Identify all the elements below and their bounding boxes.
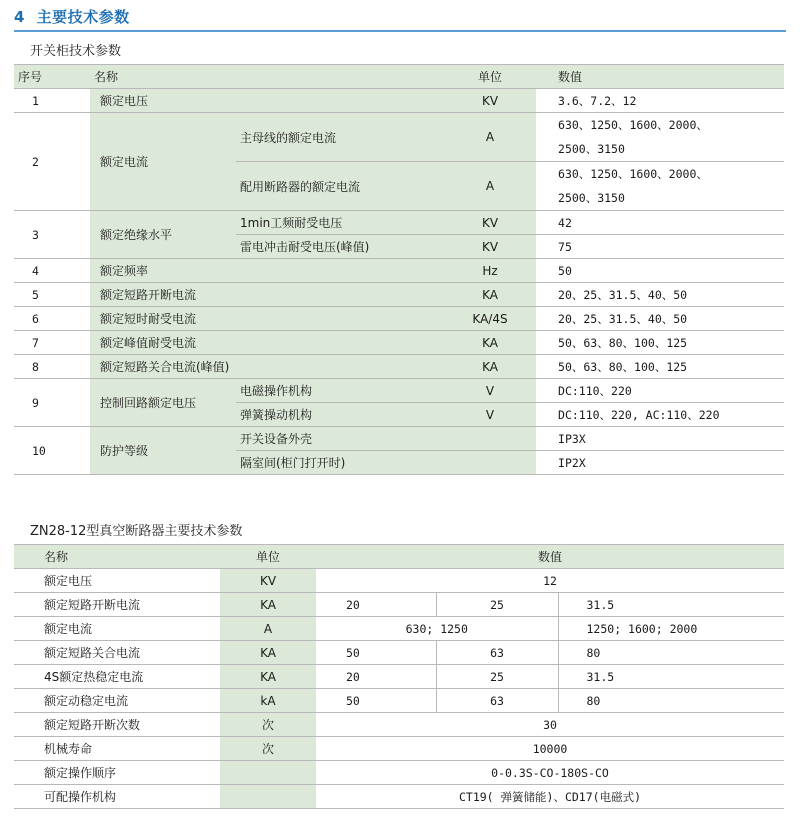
table-row (14, 665, 784, 689)
row-no: 3 (14, 211, 90, 259)
sub-row-name: 弹簧操动机构 (236, 403, 444, 427)
row-value-3: 31.5 (558, 665, 784, 689)
table-row (14, 307, 784, 331)
table2-title: ZN28-12型真空断路器主要技术参数 (30, 524, 243, 539)
row-value-3: 80 (558, 689, 784, 713)
row-unit: Hz (444, 259, 536, 283)
row-unit: KV (220, 569, 316, 593)
sub-row-name: 电磁操作机构 (236, 379, 444, 403)
row-name: 额定短路开断电流 (14, 593, 220, 617)
sub-row-unit: KV (444, 235, 536, 259)
row-name: 4S额定热稳定电流 (14, 665, 220, 689)
sub-row-unit: V (444, 403, 536, 427)
sub-row-value: DC:110、220, AC:110、220 (536, 403, 784, 427)
row-no: 9 (14, 379, 90, 427)
row-unit: KA (220, 665, 316, 689)
row-name: 额定峰值耐受电流 (90, 331, 444, 355)
row-no: 6 (14, 307, 90, 331)
row-value: 3.6、7.2、12 (536, 89, 784, 113)
row-name: 额定短路关合电流 (14, 641, 220, 665)
row-name: 可配操作机构 (14, 785, 220, 809)
row-unit: 次 (220, 713, 316, 737)
row-no: 2 (14, 113, 90, 211)
sub-row-unit: A (444, 113, 536, 162)
section-number: 4 (14, 8, 25, 26)
sub-row-unit: KV (444, 211, 536, 235)
sub-row-name: 隔室间(柜门打开时) (236, 451, 444, 475)
table-row (14, 713, 784, 737)
row-unit: KA (220, 641, 316, 665)
row-name: 控制回路额定电压 (90, 379, 236, 427)
sub-row-unit: V (444, 379, 536, 403)
row-value-1: 50 (316, 641, 436, 665)
row-unit: KA (444, 283, 536, 307)
row-unit: KA/4S (444, 307, 536, 331)
sub-row-name: 配用断路器的额定电流 (236, 162, 444, 211)
row-name: 机械寿命 (14, 737, 220, 761)
table-row (14, 379, 784, 403)
sub-row-name: 1min工频耐受电压 (236, 211, 444, 235)
sub-row-value (536, 162, 784, 211)
table1-header-row (14, 65, 784, 89)
row-value-1: 20 (316, 665, 436, 689)
row-value-2: 63 (436, 641, 558, 665)
sub-row-value (536, 113, 784, 162)
row-value: 10000 (316, 737, 784, 761)
breaker-params-table (14, 544, 784, 809)
table-row (14, 641, 784, 665)
header-unit: 单位 (444, 65, 536, 89)
row-name: 额定短路关合电流(峰值) (90, 355, 444, 379)
value-line-2: 2500、3150 (558, 191, 625, 205)
header-name: 名称 (14, 545, 220, 569)
row-name: 额定操作顺序 (14, 761, 220, 785)
table-row (14, 113, 784, 162)
row-value-3: 31.5 (558, 593, 784, 617)
row-name: 额定电压 (14, 569, 220, 593)
row-unit: KA (444, 355, 536, 379)
row-value: 50、63、80、100、125 (536, 331, 784, 355)
row-name: 额定电流 (90, 113, 236, 211)
header-name: 名称 (90, 65, 444, 89)
sub-row-value: IP3X (536, 427, 784, 451)
table-row (14, 737, 784, 761)
table-row (14, 331, 784, 355)
row-name: 额定短路开断电流 (90, 283, 444, 307)
row-value-1: 50 (316, 689, 436, 713)
row-name: 额定短路开断次数 (14, 713, 220, 737)
table-row (14, 211, 784, 235)
table-row (14, 89, 784, 113)
sub-row-value: 42 (536, 211, 784, 235)
row-value: 20、25、31.5、40、50 (536, 307, 784, 331)
row-unit: KA (444, 331, 536, 355)
sub-row-name: 主母线的额定电流 (236, 113, 444, 162)
row-name: 额定电压 (90, 89, 444, 113)
row-no: 7 (14, 331, 90, 355)
row-value-2: 63 (436, 689, 558, 713)
row-unit: KV (444, 89, 536, 113)
row-name: 额定动稳定电流 (14, 689, 220, 713)
row-unit: A (220, 617, 316, 641)
sub-row-unit (444, 427, 536, 451)
row-unit (220, 761, 316, 785)
row-no: 4 (14, 259, 90, 283)
row-unit: 次 (220, 737, 316, 761)
row-name: 额定频率 (90, 259, 444, 283)
table-row (14, 427, 784, 451)
section-title-text: 主要技术参数 (36, 8, 130, 26)
row-no: 10 (14, 427, 90, 475)
table-row (14, 259, 784, 283)
row-value-3: 80 (558, 641, 784, 665)
row-value: 0-0.3S-CO-180S-CO (316, 761, 784, 785)
header-value: 数值 (536, 65, 784, 89)
row-unit: kA (220, 689, 316, 713)
row-name: 防护等级 (90, 427, 236, 475)
row-value: CT19( 弹簧储能)、CD17(电磁式) (316, 785, 784, 809)
row-name: 额定绝缘水平 (90, 211, 236, 259)
table1-title: 开关柜技术参数 (30, 44, 122, 59)
table-row (14, 689, 784, 713)
section-divider (14, 30, 786, 32)
row-value-2: 25 (436, 665, 558, 689)
section-title (14, 6, 130, 27)
table-row (14, 593, 784, 617)
row-no: 8 (14, 355, 90, 379)
header-no: 序号 (14, 65, 90, 89)
row-name: 额定短时耐受电流 (90, 307, 444, 331)
table-row (14, 283, 784, 307)
sub-row-unit (444, 451, 536, 475)
row-value: 20、25、31.5、40、50 (536, 283, 784, 307)
row-value-2: 25 (436, 593, 558, 617)
row-no: 1 (14, 89, 90, 113)
header-unit: 单位 (220, 545, 316, 569)
row-unit (220, 785, 316, 809)
row-value-2: 1250; 1600; 2000 (558, 617, 784, 641)
table-row (14, 617, 784, 641)
sub-row-value: DC:110、220 (536, 379, 784, 403)
row-value-1: 20 (316, 593, 436, 617)
table-row (14, 761, 784, 785)
table-row (14, 569, 784, 593)
table-row (14, 355, 784, 379)
sub-row-name: 开关设备外壳 (236, 427, 444, 451)
sub-row-value: IP2X (536, 451, 784, 475)
row-value: 30 (316, 713, 784, 737)
sub-row-unit: A (444, 162, 536, 211)
header-value: 数值 (316, 545, 784, 569)
row-value-1: 630; 1250 (316, 617, 558, 641)
value-line-1: 630、1250、1600、2000、 (558, 167, 708, 181)
row-no: 5 (14, 283, 90, 307)
row-value: 50 (536, 259, 784, 283)
row-name: 额定电流 (14, 617, 220, 641)
row-value: 12 (316, 569, 784, 593)
value-line-1: 630、1250、1600、2000、 (558, 118, 708, 132)
row-unit: KA (220, 593, 316, 617)
row-value: 50、63、80、100、125 (536, 355, 784, 379)
switchgear-params-table (14, 64, 784, 475)
value-line-2: 2500、3150 (558, 142, 625, 156)
sub-row-value: 75 (536, 235, 784, 259)
sub-row-name: 雷电冲击耐受电压(峰值) (236, 235, 444, 259)
table-row (14, 785, 784, 809)
table2-header-row (14, 545, 784, 569)
